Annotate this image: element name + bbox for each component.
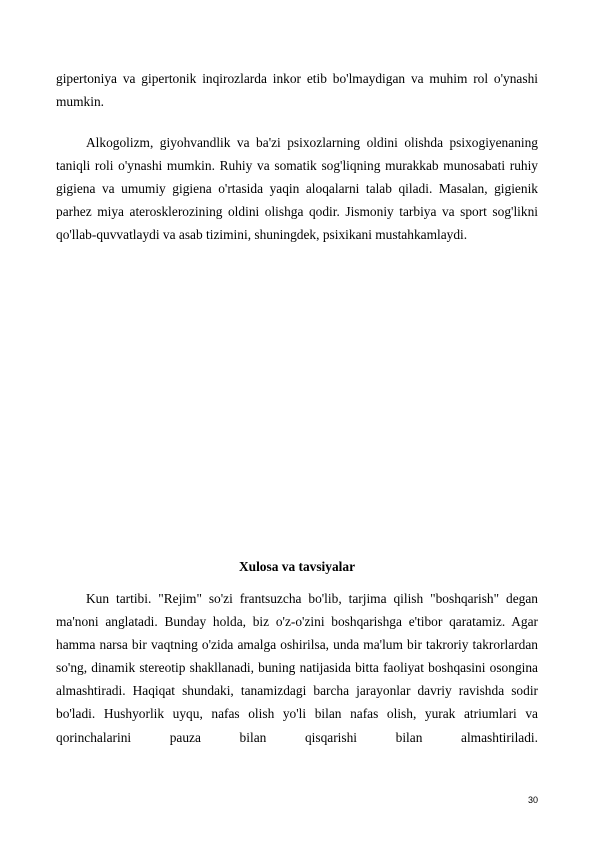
paragraph-daily-routine: Kun tartibi. "Rejim" so'zi frantsuzcha bo'lib, tarjima qilish "boshqarish" degan ma'noni anglatadi. Bunday holda, biz o'z-o'zini boshqarishga e'tibor qaratamiz. Agar hamma narsa bir vaqtning o'zida amalga oshirilsa, unda ma'lum bir takroriy takrorlardan so'ng, dinamik stereotip shakllanadi, buning natijasida bitta faoliyat boshqasini osongina almashtiradi. Haqiqat shundaki, tanamizdagi barcha jarayonlar davriy ravishda sodir bo'ladi. Hushyorlik uyqu, nafas olish yo'li bilan nafas olish, yurak atriumlari va qorinchalarini pauza bilan qisqarishi bilan almashtiriladi. (56, 591, 538, 745)
paragraph-psychohygiene: Alkogolizm, giyohvandlik va ba'zi psixozlarning oldini olishda psixogiyenaning taniqli roli o'ynashi mumkin. Ruhiy va somatik sog'liqning murakkab munosabati ruhiy gigiena va umumiy gigiena o'rtasida yaqin aloqalarni talab qiladi. Masalan, gigienik parhez miya aterosklerozining oldini olishga qodir. Jismoniy tarbiya va sport sog'likni qo'llab-quvvatlaydi va asab tizimini, shuningdek, psixikani mustahkamlaydi. (56, 135, 538, 243)
section-heading: Xulosa va tavsiyalar (238, 559, 356, 574)
page-number: 30 (527, 795, 538, 805)
paragraph-continuation: gipertoniya va gipertonik inqirozlarda inkor etib bo'lmaydigan va muhim rol o'ynashi mumkin. (56, 71, 538, 110)
